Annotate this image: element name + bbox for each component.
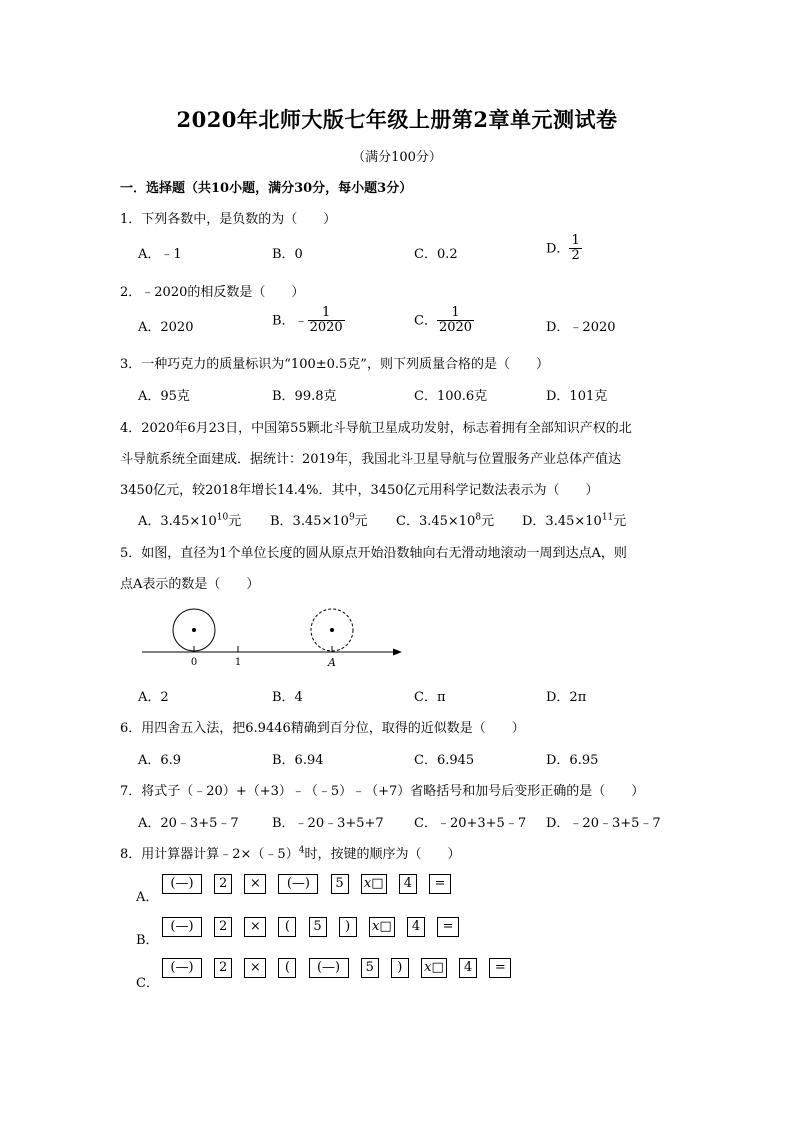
question-3-option-b: B．99.8克 [272, 389, 337, 404]
question-1-option-c: C．0.2 [414, 247, 458, 262]
question-5-line-1: 5．如图，直径为1个单位长度的圆从原点开始沿数轴向右无滑动地滚动一周到达点A，则 [120, 546, 627, 561]
multiply-key: × [244, 958, 266, 978]
circle-center-dot [330, 628, 334, 632]
multiply-key: × [244, 917, 266, 937]
exponent: 11 [601, 512, 614, 523]
fraction-denominator: 2020 [438, 320, 473, 336]
question-5-option-a: A．2 [138, 690, 169, 705]
question-1-option-b: B．0 [272, 247, 303, 262]
question-2-option-c [414, 306, 474, 336]
question-5-option-c: C．π [414, 690, 446, 705]
stem-text: 8．用计算器计算﹣2×（﹣5） [120, 847, 299, 862]
option-text: C．3.45×10 [396, 514, 476, 529]
question-4-option-a [138, 510, 241, 529]
question-4-line-3: 3450亿元，较2018年增长14.4%．其中，3450亿元用科学记数法表示为（ ） [120, 483, 599, 498]
question-6-option-a: A．6.9 [138, 753, 182, 768]
question-7-option-c: C．﹣20+3+5﹣7 [414, 816, 527, 831]
question-8-option-b-label: B． [136, 933, 159, 948]
question-2-option-a: A．2020 [138, 320, 194, 335]
question-8-option-c-label: C． [136, 976, 159, 991]
fraction-numerator: 1 [321, 305, 331, 320]
question-6-option-d: D．6.95 [546, 753, 599, 768]
digit-key: 5 [331, 874, 349, 894]
exponent: 4 [298, 845, 305, 856]
option-text: D．3.45×10 [522, 514, 602, 529]
option-label: C． [414, 313, 437, 329]
digit-key: 4 [407, 917, 425, 937]
circle-center-dot [192, 628, 196, 632]
question-6-option-c: C．6.945 [414, 753, 475, 768]
question-8-keys-c [162, 958, 519, 978]
fraction [308, 306, 345, 336]
digit-key: 2 [214, 874, 232, 894]
page-subtitle: （满分100分） [352, 150, 442, 165]
digit-key: 4 [399, 874, 417, 894]
negative-key: (—) [162, 874, 202, 894]
question-4-option-d [522, 510, 626, 529]
stem-text: 时，按键的顺序为（ ） [304, 847, 461, 862]
section-heading: 一．选择题（共10小题，满分30分，每小题3分） [120, 181, 413, 196]
unit: 元 [354, 514, 368, 529]
negative-key: (—) [309, 958, 349, 978]
digit-key: 2 [214, 958, 232, 978]
left-paren-key: ( [278, 958, 296, 978]
question-8-keys-a [162, 874, 459, 894]
question-6-stem: 6．用四舍五入法，把6.9446精确到百分位，取得的近似数是（ ） [120, 721, 525, 736]
question-2-stem: 2．﹣2020的相反数是（ ） [120, 285, 305, 300]
option-text: A．3.45×10 [138, 514, 217, 529]
right-paren-key: ) [339, 917, 357, 937]
power-key: x□ [361, 874, 387, 894]
option-text: B．3.45×10 [270, 514, 349, 529]
equals-key: = [429, 874, 451, 894]
question-1-stem: 1．下列各数中，是负数的为（ ） [120, 212, 337, 227]
question-1-option-a: A．﹣1 [138, 247, 182, 262]
question-2-option-b [272, 306, 345, 336]
fraction [437, 306, 474, 336]
question-4-line-2: 斗导航系统全面建成．据统计：2019年，我国北斗卫星导航与位置服务产业总体产值达 [120, 452, 622, 467]
option-label: B．﹣ [272, 313, 308, 329]
digit-key: 5 [361, 958, 379, 978]
exponent: 8 [475, 512, 482, 523]
equals-key: = [489, 958, 511, 978]
question-3-option-a: A．95克 [138, 389, 190, 404]
question-4-option-c [396, 510, 494, 529]
question-3-stem: 3．一种巧克力的质量标识为“100±0.5克”，则下列质量合格的是（ ） [120, 357, 549, 372]
number-line-figure [136, 600, 416, 672]
fraction-numerator: 1 [451, 305, 460, 320]
question-5-line-2: 点A表示的数是（ ） [120, 577, 260, 592]
question-2-option-d: D．﹣2020 [546, 320, 616, 335]
question-5-option-b: B．4 [272, 690, 303, 705]
question-7-option-d: D．﹣20﹣3+5﹣7 [546, 816, 661, 831]
question-7-option-b: B．﹣20﹣3+5+7 [272, 816, 384, 831]
question-5-option-d: D．2π [546, 690, 587, 705]
question-6-option-b: B．6.94 [272, 753, 324, 768]
multiply-key: × [244, 874, 266, 894]
equals-key: = [437, 917, 459, 937]
left-paren-key: ( [278, 917, 296, 937]
page-title: 2020年北师大版七年级上册第2章单元测试卷 [176, 107, 618, 132]
power-key: x□ [369, 917, 395, 937]
question-8-option-a-label: A． [136, 890, 159, 905]
question-4-option-b [270, 510, 368, 529]
option-label: D． [546, 241, 570, 257]
fraction-numerator: 1 [571, 233, 580, 248]
question-3-option-c: C．100.6克 [414, 389, 488, 404]
label-0: 0 [190, 657, 198, 668]
unit: 元 [228, 514, 242, 529]
fraction-denominator: 2 [571, 248, 580, 264]
negative-key: (—) [162, 958, 202, 978]
unit: 元 [481, 514, 495, 529]
axis-arrow-icon [393, 649, 402, 656]
label-a: A [328, 656, 336, 669]
fraction-denominator: 2020 [309, 320, 343, 336]
question-7-option-a: A．20﹣3+5﹣7 [138, 816, 239, 831]
question-3-option-d: D．101克 [546, 389, 608, 404]
negative-key: (—) [278, 874, 318, 894]
power-key: x□ [421, 958, 447, 978]
question-8-stem [120, 843, 460, 862]
question-1-option-d [546, 234, 582, 264]
unit: 元 [613, 514, 627, 529]
negative-key: (—) [162, 917, 202, 937]
right-paren-key: ) [391, 958, 409, 978]
digit-key: 5 [309, 917, 327, 937]
exponent: 9 [348, 512, 355, 523]
digit-key: 4 [459, 958, 477, 978]
exponent: 10 [216, 512, 229, 523]
label-1: 1 [234, 657, 242, 668]
question-8-keys-b [162, 917, 467, 937]
question-7-stem: 7．将式子（﹣20）+（+3）﹣（﹣5）﹣（+7）省略括号和加号后变形正确的是（ ） [120, 784, 645, 799]
fraction [569, 234, 581, 264]
question-4-line-1: 4．2020年6月23日，中国第55颗北斗导航卫星成功发射，标志着拥有全部知识产权的北 [120, 421, 632, 436]
digit-key: 2 [214, 917, 232, 937]
